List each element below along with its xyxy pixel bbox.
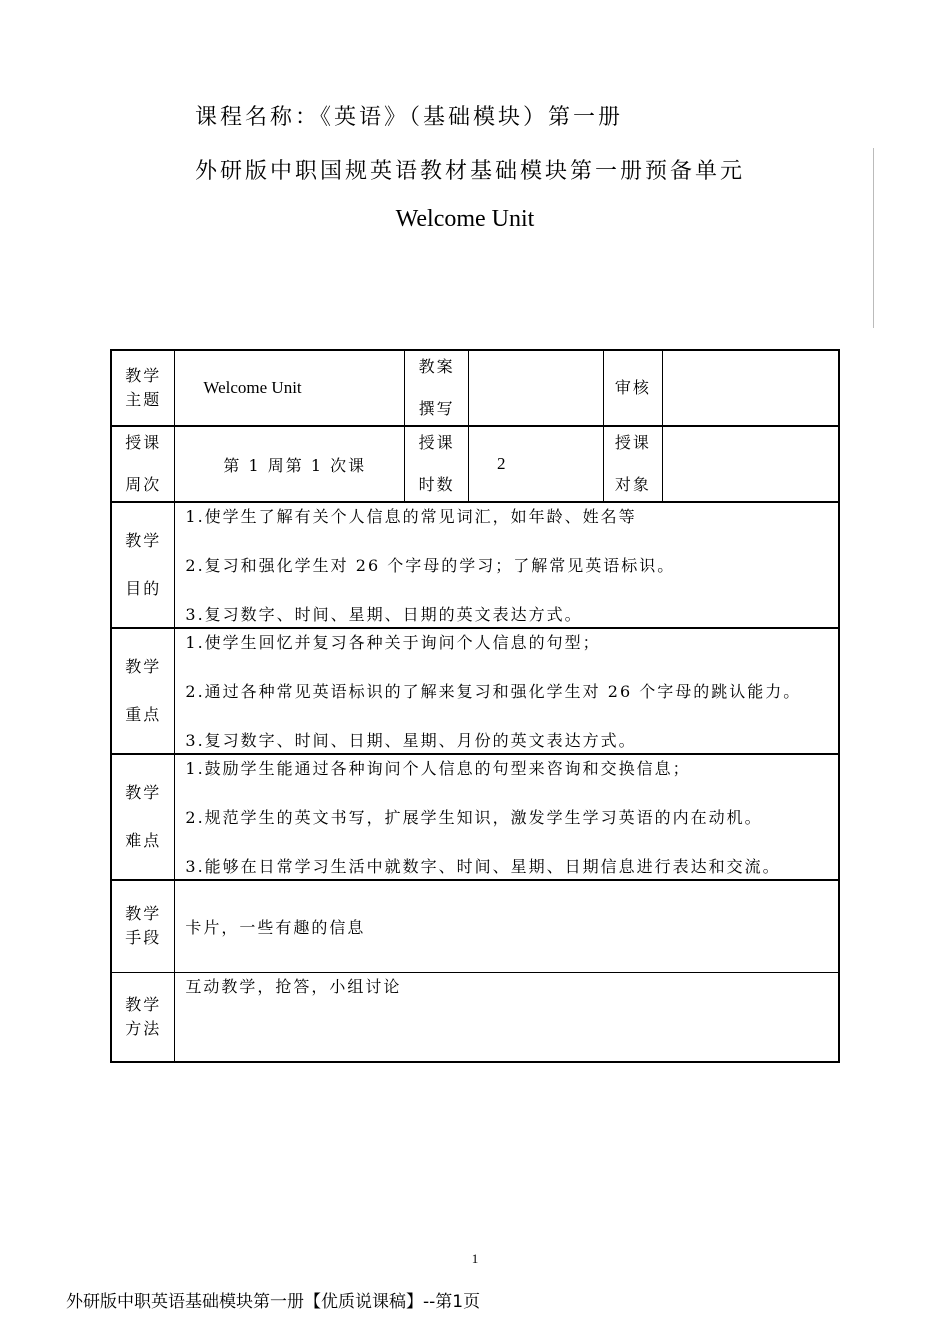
list-item: 3.复习数字、时间、日期、星期、月份的英文表达方式。 — [185, 731, 637, 750]
course-name-line: 课程名称：《英语》（基础模块）第一册 — [195, 105, 624, 130]
difficulties-label-2: 难点 — [125, 831, 162, 850]
objectives-list — [175, 502, 839, 628]
key-points-row — [111, 628, 839, 754]
methods-value: 互动教学，抢答，小组讨论 — [175, 972, 839, 1062]
methods-row — [111, 972, 839, 1062]
difficulties-label-1: 教学 — [125, 783, 162, 802]
objectives-label-1: 教学 — [125, 531, 162, 550]
review-value — [662, 350, 839, 426]
week-label-1: 授课 — [125, 433, 162, 452]
hours-label-2: 时数 — [418, 475, 455, 494]
list-item: 2.复习和强化学生对 26 个字母的学习；了解常见英语标识。 — [185, 556, 676, 575]
list-item: 1.使学生了解有关个人信息的常见词汇，如年龄、姓名等 — [185, 507, 637, 526]
lesson-plan-table — [110, 349, 840, 1063]
means-label-2: 手段 — [125, 928, 162, 948]
author-label-cell — [405, 350, 469, 426]
topic-label-1: 教学 — [125, 366, 162, 385]
author-value — [469, 350, 604, 426]
means-row — [111, 880, 839, 972]
list-item: 3.能够在日常学习生活中就数字、时间、星期、日期信息进行表达和交流。 — [185, 857, 781, 876]
list-item: 1.鼓励学生能通过各种询问个人信息的句型来咨询和交换信息； — [185, 759, 691, 778]
target-label-2: 对象 — [614, 475, 651, 494]
difficulties-list — [175, 754, 839, 880]
methods-label-2: 方法 — [125, 1018, 162, 1038]
review-label: 审核 — [603, 350, 662, 426]
methods-label-cell — [111, 972, 175, 1062]
week-value: 第 1 周第 1 次课 — [175, 426, 405, 502]
list-item: 3.复习数字、时间、星期、日期的英文表达方式。 — [185, 605, 583, 624]
week-label-cell — [111, 426, 175, 502]
methods-label-1: 教学 — [125, 994, 162, 1014]
page-number: 1 — [471, 1251, 479, 1266]
key-points-label-cell — [111, 628, 175, 754]
objectives-row — [111, 502, 839, 628]
topic-label-cell — [111, 350, 175, 426]
schedule-row — [111, 426, 839, 502]
author-label-2: 撰写 — [418, 399, 455, 418]
footer-caption: 外研版中职英语基础模块第一册【优质说课稿】--第1页 — [66, 1292, 481, 1312]
target-label-1: 授课 — [614, 433, 651, 452]
means-label-cell — [111, 880, 175, 972]
topic-value: Welcome Unit — [203, 378, 302, 397]
hours-value-cell — [469, 426, 604, 502]
week-label-2: 周次 — [125, 475, 162, 494]
key-points-label-1: 教学 — [125, 657, 162, 676]
topic-label-2: 主题 — [125, 390, 162, 409]
means-label-1: 教学 — [125, 904, 162, 924]
document-subtitle: 外研版中职国规英语教材基础模块第一册预备单元 — [195, 159, 746, 184]
list-item: 2.规范学生的英文书写，扩展学生知识，激发学生学习英语的内在动机。 — [185, 808, 763, 827]
author-label-1: 教案 — [418, 357, 455, 376]
difficulties-row — [111, 754, 839, 880]
target-label-cell — [603, 426, 662, 502]
margin-rule — [873, 148, 874, 328]
objectives-label-cell — [111, 502, 175, 628]
target-value — [662, 426, 839, 502]
key-points-label-2: 重点 — [125, 705, 162, 724]
topic-value-cell — [175, 350, 405, 426]
unit-title: Welcome Unit — [395, 206, 535, 232]
difficulties-label-cell — [111, 754, 175, 880]
key-points-list — [175, 628, 839, 754]
list-item: 2.通过各种常见英语标识的了解来复习和强化学生对 26 个字母的跳认能力。 — [185, 682, 802, 701]
list-item: 1.使学生回忆并复习各种关于询问个人信息的句型； — [185, 633, 601, 652]
objectives-label-2: 目的 — [125, 579, 162, 598]
topic-row — [111, 350, 839, 426]
means-value: 卡片，一些有趣的信息 — [175, 880, 839, 972]
hours-label-cell — [405, 426, 469, 502]
hours-value: 2 — [497, 454, 506, 473]
hours-label-1: 授课 — [418, 433, 455, 452]
